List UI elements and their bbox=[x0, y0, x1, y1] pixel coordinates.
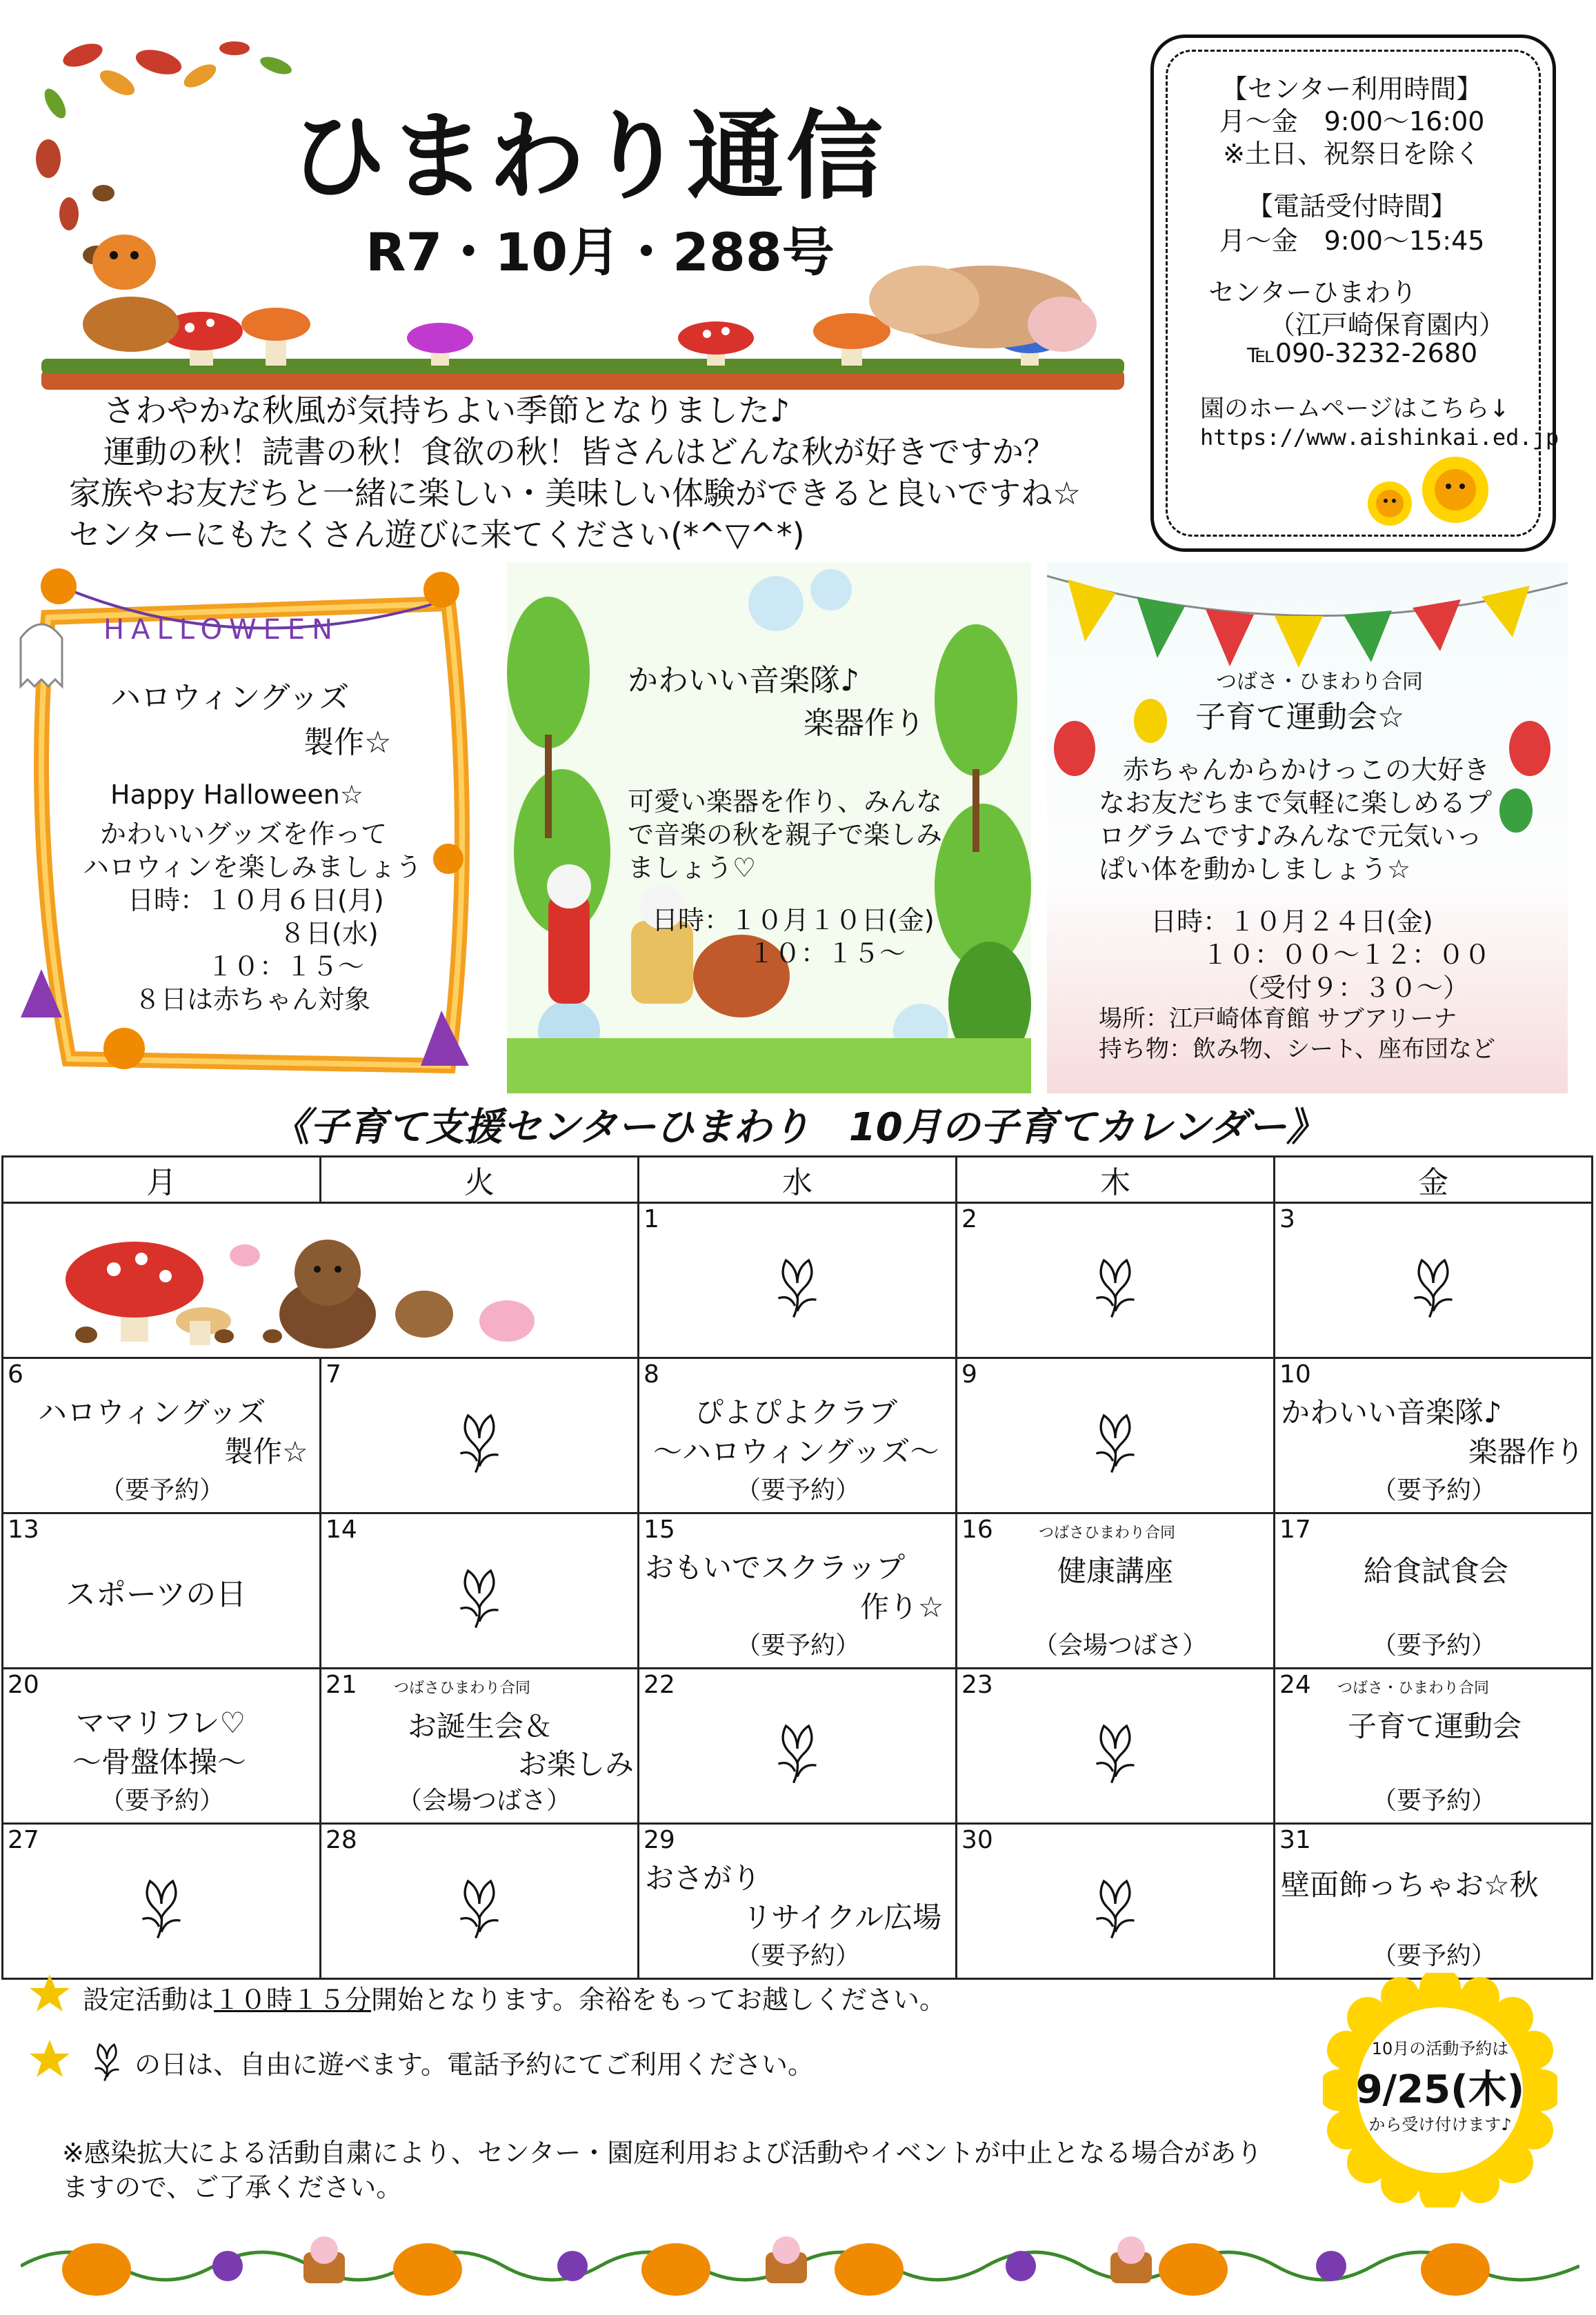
event-label: ぴよぴよクラブ bbox=[695, 1395, 898, 1429]
intro-line: さわやかな秋風が気持ちよい季節となりました♪ bbox=[103, 392, 790, 429]
calendar-title: 《子育て支援センターひまわり 10月の子育てカレンダー》 bbox=[270, 1105, 1326, 1150]
day-number: 20 bbox=[8, 1671, 39, 1699]
music-date: 日時：１０月１０日(金) bbox=[652, 905, 935, 935]
music-desc-3: ましょう♡ bbox=[628, 853, 757, 883]
hours-note: ※土日、祝祭日を除く bbox=[1223, 139, 1481, 169]
event-label: お誕生会＆ bbox=[408, 1709, 553, 1743]
star-icon bbox=[28, 2038, 72, 2080]
day-number: 21 bbox=[326, 1671, 357, 1699]
reservation-line-3: から受け付けます♪ bbox=[1368, 2115, 1512, 2134]
calendar-week-row bbox=[3, 1824, 1593, 1979]
music-time: １０：１５～ bbox=[748, 938, 906, 968]
music-desc-1: 可愛い楽器を作り、みんな bbox=[628, 786, 943, 817]
day-header-thu: 木 bbox=[957, 1157, 1275, 1203]
day-number: 9 bbox=[961, 1360, 977, 1389]
tulip-icon bbox=[1077, 1245, 1153, 1321]
newsletter-title: ひまわり通信 bbox=[290, 101, 886, 213]
day-number: 1 bbox=[644, 1205, 659, 1233]
hours-title: 【センター利用時間】 bbox=[1221, 74, 1483, 104]
calendar-cell-29 bbox=[639, 1824, 957, 1979]
day-number: 24 bbox=[1279, 1671, 1311, 1699]
calendar-cell-23 bbox=[957, 1669, 1275, 1824]
calendar-cell-16 bbox=[957, 1513, 1275, 1669]
halloween-title-2: 製作☆ bbox=[303, 725, 392, 760]
day-number: 30 bbox=[961, 1826, 993, 1854]
calendar-cell-30 bbox=[957, 1824, 1275, 1979]
music-title-2: 楽器作り bbox=[804, 706, 925, 741]
intro-line: 家族やお友だちと一緒に楽しい・美味しい体験ができると良いですね☆ bbox=[69, 475, 1081, 512]
day-number: 22 bbox=[644, 1671, 675, 1699]
venue-note: （会場つばさ） bbox=[1033, 1631, 1208, 1660]
tulip-icon bbox=[441, 1866, 517, 1942]
sports-items: 持ち物：飲み物、シート、座布団など bbox=[1099, 1035, 1495, 1063]
tulip-icon bbox=[1077, 1400, 1153, 1476]
reservation-note: （要予約） bbox=[1372, 1631, 1497, 1660]
halloween-desc-2: かわいいグッズを作って bbox=[100, 819, 388, 849]
event-label: ～ハロウィングッズ～ bbox=[653, 1435, 939, 1469]
event-label: お楽しみ bbox=[518, 1747, 635, 1781]
calendar-cell-3 bbox=[1275, 1203, 1593, 1358]
reservation-note: （要予約） bbox=[100, 1476, 225, 1504]
mushroom-bear-illustration bbox=[66, 1218, 590, 1349]
phone-line: 月～金 9:00～15:45 bbox=[1219, 226, 1485, 256]
tulip-icon bbox=[83, 2035, 131, 2083]
sports-reception: （受付９：３０～） bbox=[1233, 973, 1470, 1003]
calendar-cell-14 bbox=[321, 1513, 639, 1669]
note-infection-1: ※感染拡大による活動自粛により、センター・園庭利用および活動やイベントが中止となる場合があり bbox=[62, 2138, 1263, 2168]
tulip-icon bbox=[1077, 1866, 1153, 1942]
joint-note: つばさひまわり合同 bbox=[1039, 1524, 1176, 1542]
calendar-cell-2 bbox=[957, 1203, 1275, 1358]
center-name: センターひまわり bbox=[1208, 277, 1417, 308]
day-number: 3 bbox=[1279, 1205, 1295, 1233]
event-label: 健康講座 bbox=[1057, 1554, 1174, 1588]
calendar-cell-6 bbox=[3, 1358, 321, 1513]
tulip-icon bbox=[759, 1245, 835, 1321]
event-label: おもいでスクラップ bbox=[645, 1551, 906, 1584]
music-title-1: かわいい音楽隊♪ bbox=[628, 663, 860, 698]
event-label: 作り☆ bbox=[860, 1590, 944, 1624]
note-activity-time: １０時１５分 bbox=[214, 1985, 372, 2015]
calendar-cell-7 bbox=[321, 1358, 639, 1513]
venue-note: （会場つばさ） bbox=[397, 1787, 572, 1815]
halloween-title-1: ハロウィングッズ bbox=[110, 680, 350, 715]
day-number: 17 bbox=[1279, 1516, 1311, 1544]
event-label: リサイクル広場 bbox=[743, 1900, 942, 1934]
reservation-note: （要予約） bbox=[1372, 1476, 1497, 1504]
event-label: 給食試食会 bbox=[1364, 1554, 1509, 1588]
homepage-label: 園のホームページはこちら↓ bbox=[1200, 395, 1510, 423]
event-label: 壁面飾っちゃお☆秋 bbox=[1281, 1868, 1539, 1902]
intro-text bbox=[69, 390, 1145, 555]
intro-line: 運動の秋！読書の秋！食欲の秋！皆さんはどんな秋が好きですか？ bbox=[103, 433, 1055, 470]
note-activity-post: 開始となります。余裕をもってお越しください。 bbox=[371, 1985, 946, 2015]
day-number: 31 bbox=[1279, 1826, 1311, 1854]
tulip-icon bbox=[123, 1866, 199, 1942]
calendar-cell-13 bbox=[3, 1513, 321, 1669]
calendar-illustration-cell bbox=[3, 1203, 639, 1358]
sunflower-icon bbox=[1352, 448, 1504, 531]
day-number: 10 bbox=[1279, 1360, 1311, 1389]
event-label: ～骨盤体操～ bbox=[72, 1745, 247, 1779]
note-infection-2: ますので、ご了承ください。 bbox=[62, 2172, 403, 2203]
day-number: 14 bbox=[326, 1516, 357, 1544]
halloween-note: ８日は赤ちゃん対象 bbox=[134, 984, 371, 1015]
day-number: 13 bbox=[8, 1516, 39, 1544]
halloween-time: １０：１５～ bbox=[207, 951, 365, 982]
sports-title: 子育て運動会☆ bbox=[1195, 699, 1405, 735]
calendar-week-row bbox=[3, 1669, 1593, 1824]
calendar-cell-9 bbox=[957, 1358, 1275, 1513]
reservation-note: （要予約） bbox=[100, 1787, 225, 1815]
day-number: 2 bbox=[961, 1205, 977, 1233]
hours-line: 月～金 9:00～16:00 bbox=[1219, 106, 1485, 137]
calendar-week-row bbox=[3, 1203, 1593, 1358]
sports-time: １０：００～１２：００ bbox=[1202, 940, 1491, 970]
event-sports-day bbox=[1047, 562, 1568, 1093]
sports-desc-2: なお友だちまで気軽に楽しめるプ bbox=[1099, 788, 1493, 818]
calendar-week-row bbox=[3, 1513, 1593, 1669]
homepage-url[interactable]: https://www.aishinkai.ed.jp bbox=[1200, 424, 1559, 450]
issue-number: R7・10月・288号 bbox=[366, 221, 835, 283]
tulip-icon bbox=[1395, 1245, 1471, 1321]
music-desc-2: で音楽の秋を親子で楽しみ bbox=[628, 819, 943, 850]
event-label: 子育て運動会 bbox=[1348, 1709, 1522, 1743]
day-number: 27 bbox=[8, 1826, 39, 1854]
halloween-banner: HALLOWEEN bbox=[103, 614, 340, 646]
event-label: ハロウィングッズ bbox=[38, 1395, 266, 1429]
tulip-icon bbox=[441, 1556, 517, 1631]
sports-desc-1: 赤ちゃんからかけっこの大好き bbox=[1123, 755, 1490, 785]
sports-place: 場所：江戸崎体育館 サブアリーナ bbox=[1099, 1005, 1457, 1033]
halloween-desc-3: ハロウィンを楽しみましょう bbox=[83, 852, 422, 882]
day-number: 15 bbox=[644, 1516, 675, 1544]
day-number: 7 bbox=[326, 1360, 341, 1389]
event-label: おさがり bbox=[645, 1861, 761, 1895]
day-header-wed: 水 bbox=[639, 1157, 957, 1203]
halloween-desc-1: Happy Halloween☆ bbox=[110, 779, 363, 810]
calendar-cell-10 bbox=[1275, 1358, 1593, 1513]
event-label: 楽器作り bbox=[1468, 1435, 1585, 1469]
sports-desc-4: ぱい体を動かしましょう☆ bbox=[1099, 854, 1411, 884]
day-number: 23 bbox=[961, 1671, 993, 1699]
joint-note: つばさ・ひまわり合同 bbox=[1337, 1680, 1490, 1697]
event-label: ママリフレ♡ bbox=[76, 1706, 246, 1740]
sports-desc-3: ログラムです♪みんなで元気いっ bbox=[1099, 821, 1482, 851]
calendar-cell-21 bbox=[321, 1669, 639, 1824]
note-free-play: の日は、自由に遊べます。電話予約にてご利用ください。 bbox=[134, 2049, 814, 2080]
calendar-cell-31 bbox=[1275, 1824, 1593, 1979]
day-header-mon: 月 bbox=[3, 1157, 321, 1203]
calendar-cell-1 bbox=[639, 1203, 957, 1358]
day-header-fri: 金 bbox=[1275, 1157, 1593, 1203]
tulip-icon bbox=[759, 1711, 835, 1787]
calendar-cell-24 bbox=[1275, 1669, 1593, 1824]
reservation-date: 9/25(木) bbox=[1355, 2067, 1525, 2112]
note-activity-pre: 設定活動は bbox=[83, 1985, 215, 2015]
event-halloween bbox=[7, 562, 490, 1093]
tulip-icon bbox=[1077, 1711, 1153, 1787]
calendar-cell-8 bbox=[639, 1358, 957, 1513]
tulip-icon bbox=[441, 1400, 517, 1476]
day-number: 28 bbox=[326, 1826, 357, 1854]
day-header-tue: 火 bbox=[321, 1157, 639, 1203]
calendar-cell-28 bbox=[321, 1824, 639, 1979]
calendar-cell-15 bbox=[639, 1513, 957, 1669]
event-label: 製作☆ bbox=[224, 1435, 308, 1469]
reservation-note: （要予約） bbox=[736, 1476, 861, 1504]
halloween-border bbox=[21, 2235, 1579, 2297]
reservation-note: （要予約） bbox=[1372, 1787, 1497, 1815]
event-music bbox=[507, 562, 1031, 1093]
sports-date: 日時：１０月２４日(金) bbox=[1150, 906, 1433, 937]
holiday-label: スポーツの日 bbox=[66, 1577, 247, 1612]
day-number: 29 bbox=[644, 1826, 675, 1854]
event-label: かわいい音楽隊♪ bbox=[1281, 1395, 1502, 1429]
sports-sub: つばさ・ひまわり合同 bbox=[1216, 670, 1423, 694]
center-tel: ℡090-3232-2680 bbox=[1247, 338, 1478, 368]
halloween-date-2: ８日(水) bbox=[279, 918, 379, 948]
calendar-cell-27 bbox=[3, 1824, 321, 1979]
reservation-note: （要予約） bbox=[736, 1942, 861, 1970]
intro-line: センターにもたくさん遊びに来てください(*^▽^*) bbox=[69, 516, 805, 553]
calendar-cell-20 bbox=[3, 1669, 321, 1824]
day-number: 6 bbox=[8, 1360, 23, 1389]
calendar-cell-17 bbox=[1275, 1513, 1593, 1669]
reservation-note: （要予約） bbox=[1372, 1942, 1497, 1970]
star-icon bbox=[28, 1973, 72, 2014]
halloween-date-1: 日時：１０月６日(月) bbox=[128, 885, 384, 915]
note-activity-start bbox=[83, 1978, 946, 2016]
calendar-header-row bbox=[3, 1157, 1593, 1203]
center-location: （江戸崎保育園内） bbox=[1269, 310, 1506, 340]
day-number: 16 bbox=[961, 1516, 993, 1544]
calendar-cell-22 bbox=[639, 1669, 957, 1824]
day-number: 8 bbox=[644, 1360, 659, 1389]
calendar-week-row bbox=[3, 1358, 1593, 1513]
reservation-note: （要予約） bbox=[736, 1631, 861, 1660]
phone-title: 【電話受付時間】 bbox=[1246, 191, 1457, 221]
reservation-line-1: 10月の活動予約は bbox=[1371, 2039, 1509, 2058]
joint-note: つばさひまわり合同 bbox=[394, 1680, 531, 1697]
calendar-table bbox=[1, 1155, 1593, 1980]
